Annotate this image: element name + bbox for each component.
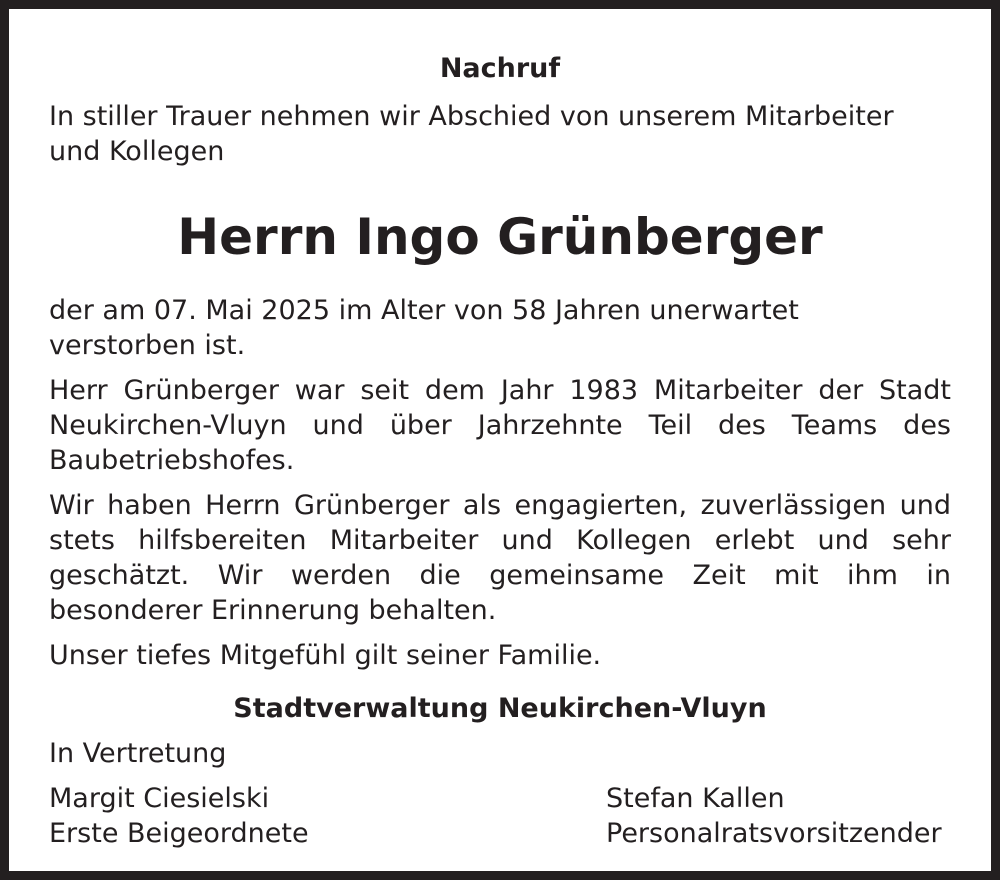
signer-left bbox=[49, 781, 309, 851]
signature-organization: Stadtverwaltung Neukirchen-Vluyn bbox=[233, 693, 767, 724]
signer-title: Personalratsvorsitzender bbox=[606, 818, 942, 849]
signer-name: Stefan Kallen bbox=[606, 783, 785, 814]
notice-heading: Nachruf bbox=[439, 53, 561, 84]
deceased-name: Herrn Ingo Grünberger bbox=[177, 208, 823, 266]
appreciation-paragraph: Wir haben Herrn Grünberger als engagierten, zuverlässigen und stets hilfsbereiten Mitarbeiter und Kollegen erlebt und sehr geschätzt. Wir werden die gemeinsame Zeit mit ihm in besonderer Erinnerung behalten. bbox=[49, 490, 951, 626]
signer-title: Erste Beigeordnete bbox=[49, 818, 309, 849]
signer-name: Margit Ciesielski bbox=[49, 783, 270, 814]
career-paragraph: Herr Grünberger war seit dem Jahr 1983 Mitarbeiter der Stadt Neukirchen-Vluyn und über Jahrzehnte Teil des Teams des Baubetriebshofes. bbox=[49, 375, 951, 476]
condolence-paragraph: Unser tiefes Mitgefühl gilt seiner Familie. bbox=[49, 640, 602, 671]
death-notice-text: der am 07. Mai 2025 im Alter von 58 Jahren unerwartet verstorben ist. bbox=[49, 295, 799, 361]
signers-block bbox=[49, 781, 951, 853]
signer-right bbox=[606, 781, 942, 851]
signature-representation: In Vertretung bbox=[49, 738, 227, 769]
intro-text: In stiller Trauer nehmen wir Abschied von unserem Mitarbeiter und Kollegen bbox=[49, 101, 894, 167]
